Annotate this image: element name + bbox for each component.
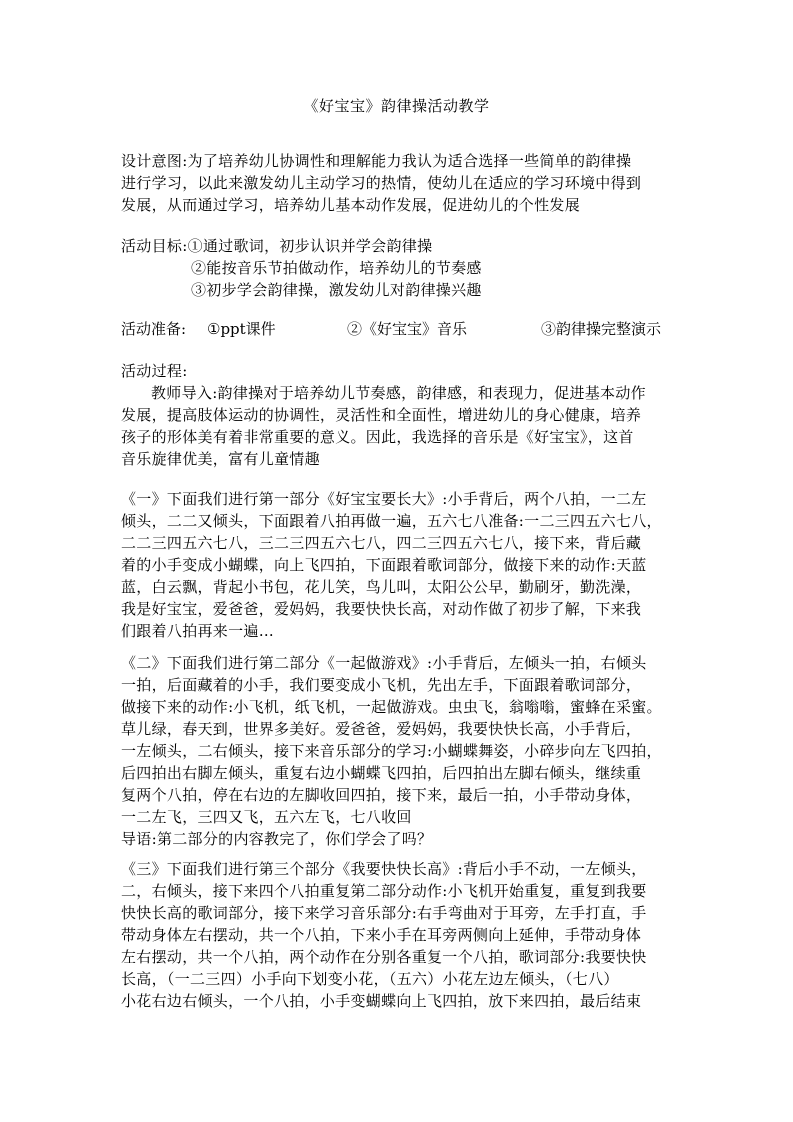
preparation-item: ③韵律操完整演示	[541, 320, 662, 338]
part3-line: 左右摆动，共一个八拍，两个动作在分别各重复一个八拍，歌词部分:我要快快	[121, 948, 647, 966]
process-intro-line: 教师导入:韵律操对于培养幼儿节奏感，韵律感，和表现力，促进基本动作	[151, 384, 646, 402]
design-intent-line: 设计意图:为了培养幼儿协调性和理解能力我认为适合选择一些简单的韵律操	[121, 152, 632, 170]
part2-line: 复两个八拍，停在右边的左脚收回四拍，接下来，最后一拍，小手带动身体，	[121, 786, 642, 804]
part3-line: 《三》下面我们进行第三个部分《我要快快长高》:背后小手不动，一左倾头，	[121, 860, 647, 878]
part2-line: 一拍，后面藏着的小手，我们要变成小飞机，先出左手，下面跟着歌词部分，	[121, 676, 642, 694]
part2-line: 一二左飞，三四又飞，五六左飞，七八收回	[121, 808, 412, 826]
part1-line: 二二三四五六七八，三二三四五六七八，四二三四五六七八，接下来，背后藏	[121, 534, 642, 552]
part1-section	[121, 488, 681, 642]
process-section	[121, 360, 681, 470]
part2-line: 草儿绿，春天到，世界多美好。爱爸爸，爱妈妈，我要快快长高，小手背后，	[121, 720, 642, 738]
part3-line: 带动身体左右摆动，共一个八拍，下来小手在耳旁两侧向上延伸，手带动身体	[121, 926, 642, 944]
part1-line: 们跟着八拍再来一遍…	[121, 622, 275, 640]
part2-line: 后四拍出右脚左倾头，重复右边小蝴蝶飞四拍，后四拍出左脚右倾头，继续重	[121, 764, 642, 782]
process-label: 活动过程:	[121, 362, 188, 380]
objectives-section	[121, 235, 681, 301]
part1-line: 我是好宝宝，爱爸爸，爱妈妈，我要快快长高，对动作做了初步了解，下来我	[121, 600, 642, 618]
part2-line: 《二》下面我们进行第二部分《一起做游戏》:小手背后，左倾头一拍，右倾头	[121, 654, 647, 672]
part3-line: 二，右倾头，接下来四个八拍重复第二部分动作:小飞机开始重复，重复到我要	[121, 882, 647, 900]
part1-line: 《一》下面我们进行第一部分《好宝宝要长大》:小手背后，两个八拍，一二左	[121, 490, 647, 508]
objective-item: ①通过歌词，初步认识并学会韵律操	[187, 237, 433, 255]
process-intro-line: 音乐旋律优美，富有儿童情趣	[121, 450, 320, 468]
design-intent-line: 进行学习，以此来激发幼儿主动学习的热情，使幼儿在适应的学习环境中得到	[121, 174, 642, 192]
part3-line: 小花右边右倾头，一个八拍，小手变蝴蝶向上飞四拍，放下来四拍，最后结束	[121, 992, 642, 1010]
part3-line: 长高，（一二三四）小手向下划变小花，（五六）小花左边左倾头，（七八）	[121, 970, 619, 988]
design-intent-section	[121, 150, 681, 216]
part1-line: 着的小手变成小蝴蝶，向上飞四拍，下面跟着歌词部分，做接下来的动作:天蓝	[121, 556, 647, 574]
objectives-label: 活动目标:	[121, 237, 188, 255]
document-title: 《好宝宝》韵律操活动教学	[303, 97, 490, 115]
preparation-item: ①ppt课件	[207, 320, 276, 338]
part3-section	[121, 858, 681, 1012]
objectives-first-line	[121, 235, 681, 257]
part3-line: 快快长高的歌词部分，接下来学习音乐部分:右手弯曲对于耳旁，左手打直，手	[121, 904, 647, 922]
objective-item: ③初步学会韵律操，激发幼儿对韵律操兴趣	[191, 281, 482, 299]
part2-guide-line: 导语:第二部分的内容教完了，你们学会了吗？	[121, 830, 433, 848]
design-intent-line: 发展，从而通过学习，培养幼儿基本动作发展，促进幼儿的个性发展	[121, 196, 581, 214]
preparation-label: 活动准备:	[121, 320, 187, 338]
preparation-item: ②《好宝宝》音乐	[347, 320, 468, 338]
objective-item: ②能按音乐节拍做动作，培养幼儿的节奏感	[191, 259, 482, 277]
part2-line: 一左倾头，二右倾头，接下来音乐部分的学习:小蝴蝶舞姿，小碎步向左飞四拍，	[121, 742, 662, 760]
part1-line: 蓝，白云飘，背起小书包，花儿笑，鸟儿叫，太阳公公早，勤刷牙，勤洗澡，	[121, 578, 642, 596]
process-intro-line: 孩子的形体美有着非常重要的意义。因此，我选择的音乐是《好宝宝》，这首	[121, 428, 634, 446]
part2-line: 做接下来的动作:小飞机，纸飞机，一起做游戏。虫虫飞，翁嗡嗡，蜜蜂在采蜜。	[121, 698, 662, 716]
process-intro-line: 发展，提高肢体运动的协调性，灵活性和全面性，增进幼儿的身心健康，培养	[121, 406, 642, 424]
part1-line: 倾头，二二又倾头，下面跟着八拍再做一遍，五六七八准备:一二三四五六七八，	[121, 512, 662, 530]
part2-section	[121, 652, 681, 850]
